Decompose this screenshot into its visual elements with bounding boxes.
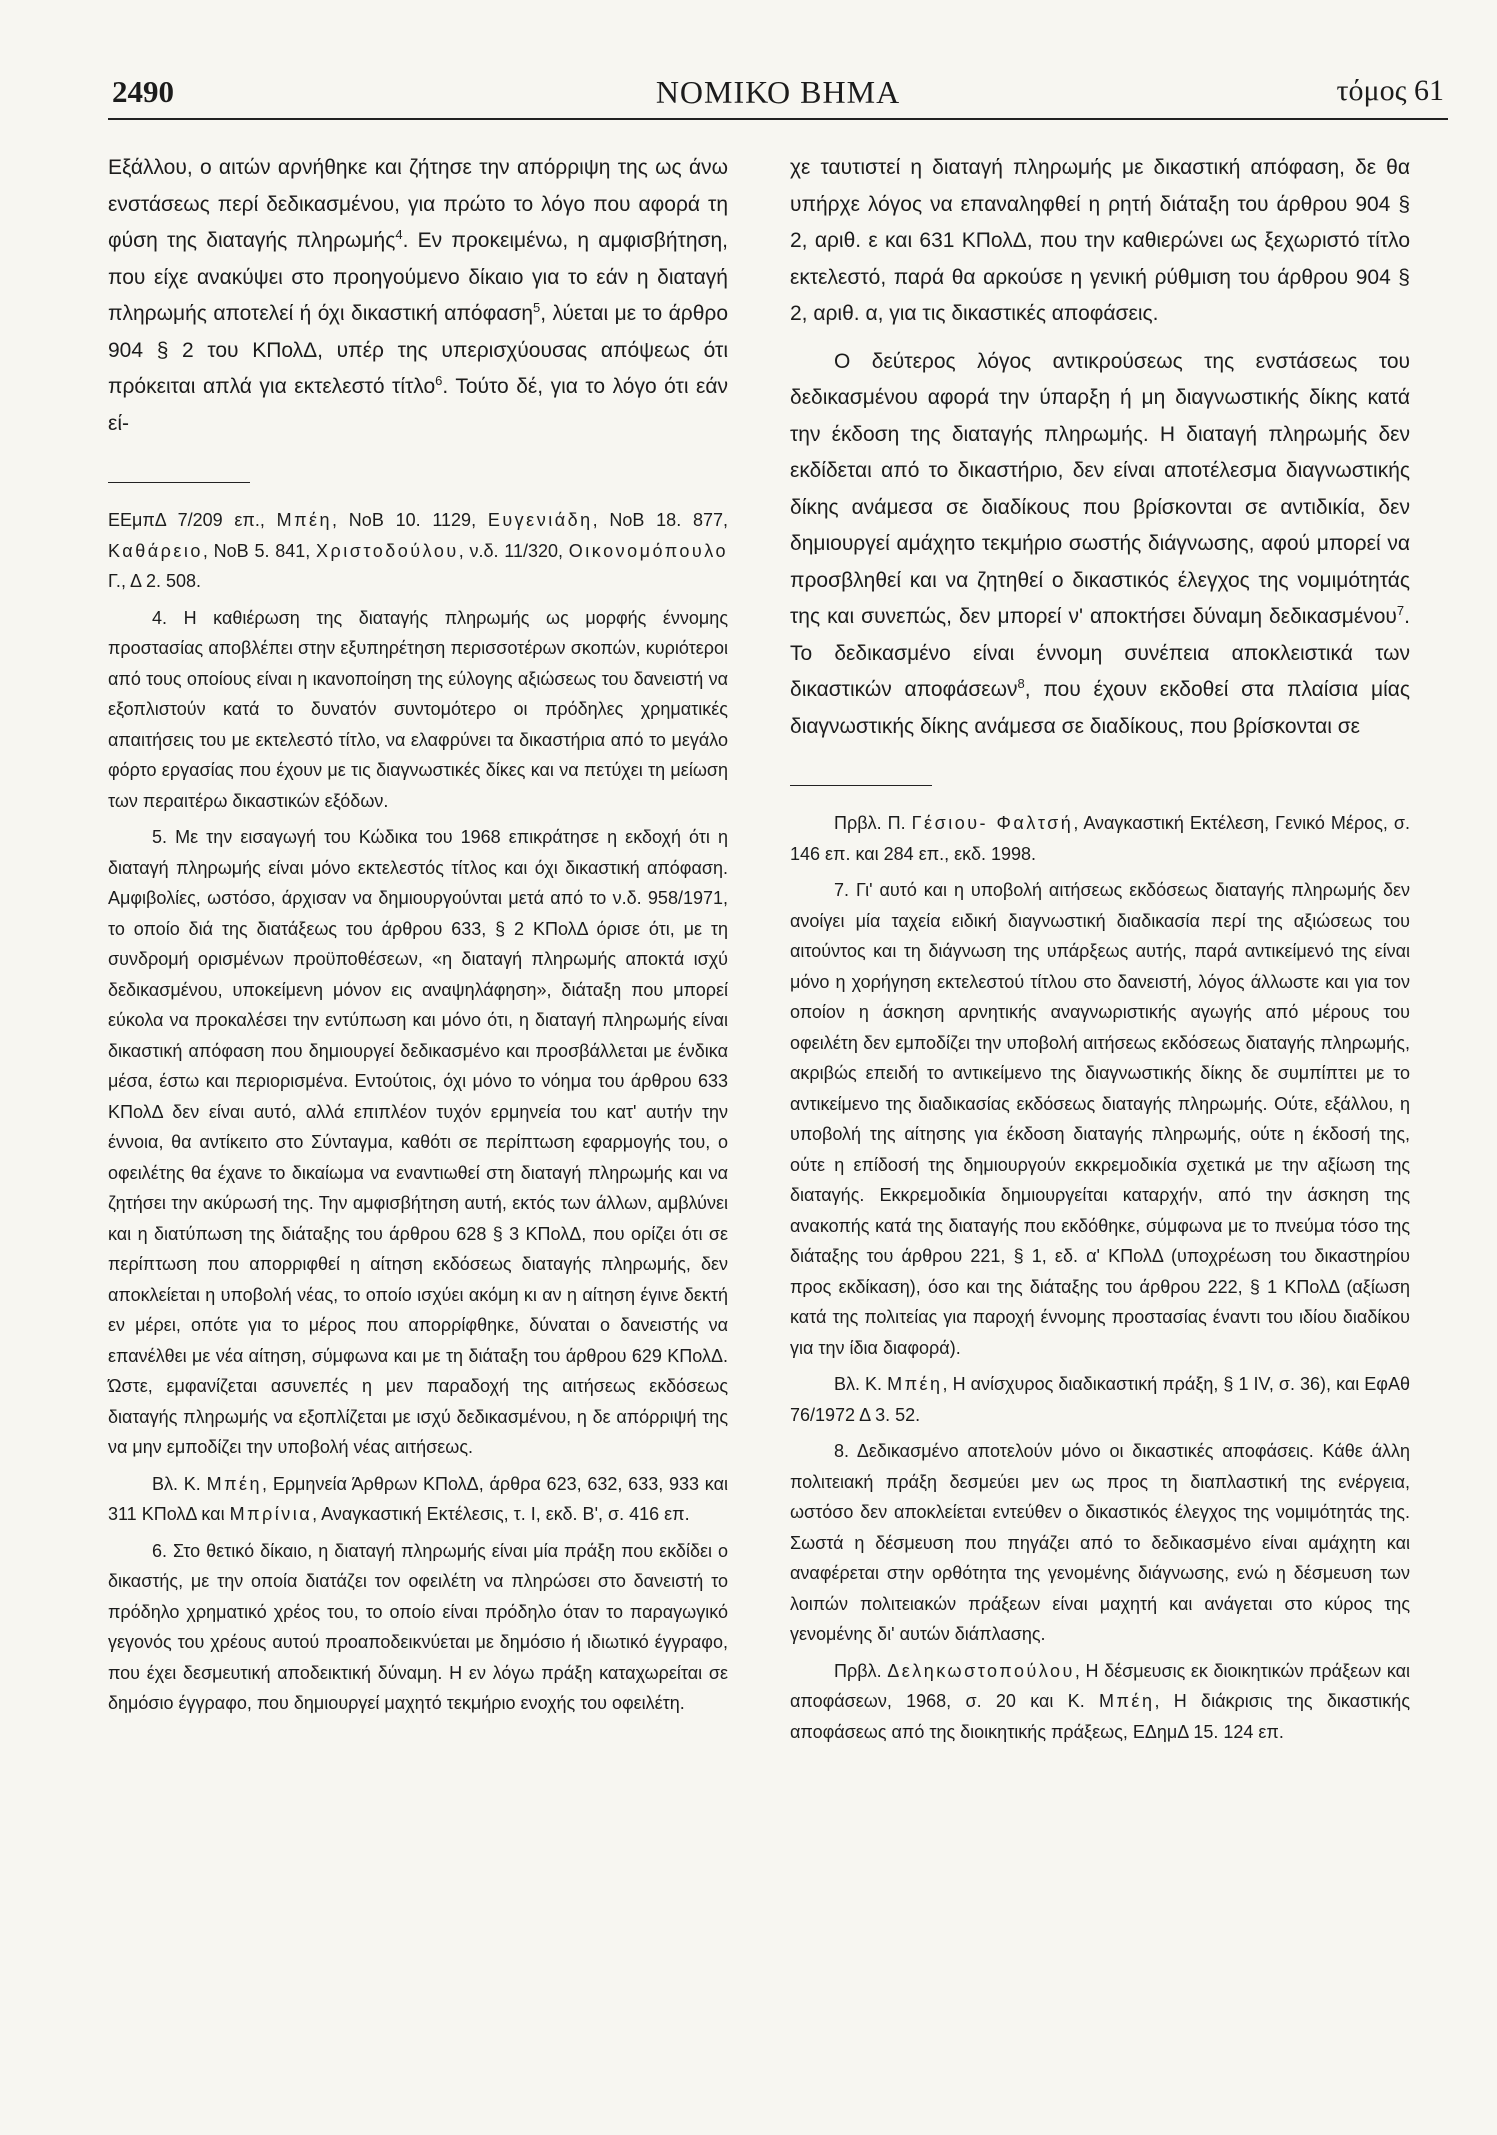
text-run: Γ., Δ 2. 508. — [108, 571, 202, 591]
author-name: Μπέη — [276, 510, 333, 530]
text-run: Πρβλ. Π. — [834, 813, 912, 833]
body-text: . Τούτο δέ, για το λόγο ότι εάν εί- — [108, 375, 728, 435]
text-run: , Αναγκαστική Εκτέλεσις, τ. Ι, εκδ. Β', σ. 416 επ. — [312, 1504, 690, 1524]
page-header — [108, 72, 1448, 120]
footnote — [790, 1656, 1410, 1748]
footnote — [790, 1436, 1410, 1650]
footnote — [108, 603, 728, 817]
right-column — [790, 150, 1410, 1753]
footnote — [108, 1536, 728, 1719]
author-name: Μπέη — [206, 1473, 263, 1494]
body-paragraph — [108, 150, 728, 442]
text-run: 4. Η καθιέρωση της διαταγής πληρωμής ως μορφής έννομης προστασίας αποβλέπει στην εξυπηρέτηση περισσοτέρων σκοπών, κυριότεροι από τους οποίους είναι η ικανοποίηση της εύλογης αξιώσεως του δανειστή να εξοπλιστούν κατά το δυνατόν συντομότερο οι πρόδηλες χρηματικές απαιτήσεις του με εκτελεστό τίτλο, να ελαφρύνει τα δικαστήρια από το μεγάλο φόρτο εργασίας που έχουν με τις διαγνωστικές δίκες και να πετύχει τη μείωση των περαιτέρω δικαστικών εξόδων. — [108, 607, 728, 811]
text-run: , ΝοΒ 5. 841, — [202, 540, 317, 561]
author-name: Γέσιου- Φαλτσή — [911, 813, 1074, 833]
page-number: 2490 — [112, 74, 174, 109]
text-run: , Ερμηνεία Άρθρων ΚΠολΔ, άρθρα 623, 632, 633, 933 και 311 ΚΠολΔ και — [108, 1473, 728, 1524]
text-run: 8. Δεδικασμένο αποτελούν μόνο οι δικαστικές αποφάσεις. Κάθε άλλη πολιτειακή πράξη δεσμεύει μεν ως προς τη διαπλαστική της ενέργεια, ωστόσο δεν αποκλείεται εντεύθεν ο δικαστικός έλεγχος της νομιμότητάς της. Σωστά η δέσμευση που πηγάζει από το δεδικασμένο είναι αμάχητη και αναφέρεται στην ορθότητα της γενομένης διάγνωσης, ενώ η δέσμευση των λοιπών πολιτειακών πράξεων είναι μαχητή και ανάγεται στο κύρος της γενομένης δι' αυτών διάπλασης. — [790, 1441, 1410, 1644]
text-run: Πρβλ. — [834, 1660, 888, 1681]
footnote-divider — [108, 482, 250, 483]
text-run: , Η δέσμευσις εκ διοικητικών πράξεων και αποφάσεων, 1968, σ. 20 και Κ. — [790, 1660, 1411, 1711]
body-paragraph — [790, 344, 1410, 746]
footnote — [790, 808, 1410, 869]
author-name: Μπρίνια — [229, 1504, 313, 1524]
footnotes — [790, 808, 1410, 1747]
volume-label: τόμος 61 — [1336, 74, 1444, 107]
footnote-ref: 8 — [1017, 676, 1025, 691]
text-run: . Το δεδικασμένο είναι έννομη συνέπεια αποκλειστικά των δικαστικών αποφάσεων — [790, 605, 1410, 701]
footnote-ref: 6 — [435, 373, 443, 388]
text-run: 6. Στο θετικό δίκαιο, η διαταγή πληρωμής είναι μία πράξη που εκδίδει ο δικαστής, με την οποία διατάζει τον οφειλέτη να πληρώσει στο δανειστή το πρόδηλο χρηματικό χρέος του, το οποίο είναι πρόδηλο όταν το παραγωγικό γεγονός του χρέους αυτού προαποδεικνύεται με δημόσιο ή ιδιωτικό έγγραφο, που έχει δεσμευτική αποδεικτική δύναμη. Η εν λόγω πράξη καταχωρείται σε δημόσιο έγγραφο, που δημιουργεί μαχητό τεκμήριο ενοχής του οφειλέτη. — [108, 1540, 728, 1713]
author-name: Μπέη — [1099, 1691, 1155, 1711]
text-run: , ΝοΒ 18. 877, — [592, 510, 728, 530]
footnote — [790, 875, 1410, 1363]
footnote-ref: 7 — [1396, 603, 1405, 618]
left-column — [108, 150, 728, 1725]
body-text: , λύεται με το άρθρο 904 § 2 του ΚΠολΔ, υπέρ της υπερισχύουσας απόψεως ότι πρόκειται απλά για εκτελεστό τίτλο — [108, 302, 728, 398]
footnote-ref: 5 — [533, 300, 541, 315]
body-text: . Εν προκειμένω, η αμφισβήτηση, που είχε ανακύψει στο προηγούμενο δίκαιο για το εάν η διαταγή πληρωμής αποτελεί ή όχι δικαστική απόφαση — [108, 229, 728, 325]
author-name: Χριστοδούλου — [316, 540, 459, 561]
text-run: , ΝοΒ 10. 1129, — [332, 510, 488, 530]
text-run: , Αναγκαστική Εκτέλεση, Γενικό Μέρος, σ. 146 επ. και 284 επ., εκδ. 1998. — [790, 813, 1410, 864]
footnote-ref: 4 — [395, 227, 403, 242]
footnote — [108, 505, 728, 597]
footnotes — [108, 505, 728, 1719]
text-run: , Η ανίσχυρος διαδικαστική πράξη, § 1 IV, σ. 36), και ΕφΑθ 76/1972 Δ 3. 52. — [790, 1374, 1410, 1425]
author-name: Καθάρειο — [108, 540, 203, 561]
footnote — [108, 822, 728, 1463]
author-name: Οικονομόπουλο — [568, 540, 728, 561]
text-run: χε ταυτιστεί η διαταγή πληρωμής με δικαστική απόφαση, δε θα υπήρχε λόγος να επαναληφθεί η ρητή διάταξη του άρθρου 904 § 2, αριθ. ε και 631 ΚΠολΔ, που την καθιερώνει ως ξεχωριστό τίτλο εκτελεστό, παρά θα αρκούσε η γενική ρύθμιση του άρθρου 904 § 2, αριθ. α, για τις δικαστικές αποφάσεις. — [790, 156, 1410, 325]
author-name: Μπέη — [887, 1374, 943, 1394]
footnote — [108, 1469, 728, 1530]
text-run: , Η διάκρισις της δικαστικής αποφάσεως από της διοικητικής πράξεως, ΕΔημΔ 15. 124 επ. — [790, 1691, 1410, 1742]
text-run: 7. Γι' αυτό και η υποβολή αιτήσεως εκδόσεως διαταγής πληρωμής δεν ανοίγει μία ταχεία ειδική διαγνωστική διαδικασία περί της αξιώσεως του αιτούντος και τη διάγνωση της υπάρξεως αυτής, παρά αντικείμενό της είναι μόνο η χορήγηση εκτελεστού τίτλου στο δανειστή, λόγος άλλωστε και για τον οποίον η άσκηση αρνητικής αναγνωριστικής αγωγής από μέρους του οφειλέτη δεν εμποδίζει την υποβολή αιτήσεως εκδόσεως διαταγής πληρωμής, ακριβώς επειδή το αντικείμενο της διαγνωστικής δίκης δε συμπίπτει με το αντικείμενο της διαδικασίας εκδόσεως διαταγής πληρωμής. Ούτε, εξάλλου, η υποβολή της αίτησης για έκδοση διαταγής πληρωμής, ούτε η έκδοσή της, ούτε η επίδοσή της δημιουργούν εκκρεμοδικία σχετικά με την αξίωση της διαταγής. Εκκρεμοδικία δημιουργείται καταρχήν, από την άσκηση της ανακοπής κατά της διαταγής που εκδόθηκε, σύμφωνα με το πνεύμα τόσο της διάταξης του άρθρου 221, § 1, εδ. α' ΚΠολΔ (υποχρέωση του δικαστηρίου προς εκδίκαση), όσο και της διάταξης του άρθρου 222, § 1 ΚΠολΔ (αξίωση κατά της πολιτείας για παροχή έννομης προστασίας έναντι του ιδίου διαδίκου για την ίδια διαφορά). — [790, 880, 1410, 1358]
author-name: Ευγενιάδη — [487, 510, 593, 530]
footnote — [790, 1369, 1410, 1430]
text-run: , που έχουν εκδοθεί στα πλαίσια μίας διαγνωστικής δίκης ανάμεσα σε διαδίκους, που βρίσκονται σε — [790, 678, 1411, 738]
text-run: , ν.δ. 11/320, — [458, 540, 569, 561]
footnote-divider — [790, 785, 932, 786]
text-run: Βλ. Κ. — [152, 1473, 207, 1494]
author-name: Δεληκωστοπούλου — [887, 1660, 1075, 1681]
text-run: Βλ. Κ. — [834, 1374, 888, 1394]
journal-title: ΝΟΜΙΚΟ ΒΗΜΑ — [655, 74, 901, 110]
body-paragraph — [790, 150, 1410, 333]
body-text: Εξάλλου, ο αιτών αρνήθηκε και ζήτησε την απόρριψη της ως άνω ενστάσεως περί δεδικασμένου, για πρώτο το λόγο που αφορά τη φύση της διαταγής πληρωμής — [108, 156, 728, 252]
text-run: 5. Με την εισαγωγή του Κώδικα του 1968 επικράτησε η εκδοχή ότι η διαταγή πληρωμής είναι μόνο εκτελεστός τίτλος και όχι δικαστική απόφαση. Αμφιβολίες, ωστόσο, άρχισαν να δημιουργούνται μετά από το ν.δ. 958/1971, το οποίο διά της διατάξεως του άρθρου 633, § 2 ΚΠολΔ όρισε ότι, με τη συνδρομή ορισμένων προϋποθέσεων, «η διαταγή πληρωμής αποκτά ισχύ δεδικασμένου, υποκείμενη μόνον εις αναψηλάφηση», διάταξη που μπορεί εύκολα να προκαλέσει την εντύπωση και μόνο ότι, η διαταγή πληρωμής είναι δικαστική απόφαση που δημιουργεί δεδικασμένο και προσβάλλεται με ένδικα μέσα, έστω και περιορισμένα. Εντούτοις, όχι μόνο το νόημα του άρθρου 633 ΚΠολΔ δεν είναι αυτό, αλλά επιπλέον τυχόν ερμηνεία του κατ' αυτήν την έννοια, θα αντίκειτο στο Σύνταγμα, καθότι σε περίπτωση εφαρμογής του, ο οφειλέτης θα έχανε το δικαίωμα να εναντιωθεί στη διαταγή πληρωμής και να ζητήσει την ακύρωσή της. Την αμφισβήτηση αυτή, εκτός των άλλων, αμβλύνει και η διατύπωση της διάταξης του άρθρου 628 § 3 ΚΠολΔ, που ορίζει ότι σε περίπτωση που απορριφθεί η αίτηση εκδόσεως διαταγής πληρωμής, δεν αποκλείεται η υποβολή νέας, το οποίο ισχύει ακόμη κι αν η αίτηση έγινε δεκτή εν μέρει, οπότε για το μέρος που απορρίφθηκε, δύναται ο δανειστής να επανέλθει με νέα αίτηση, σύμφωνα και με τη διάταξη του άρθρου 629 ΚΠολΔ. Ώστε, εμφανίζεται ασυνεπές η μεν παραδοχή της αιτήσεως εκδόσεως διαταγής πληρωμής να εξοπλίζεται με ισχύ δεδικασμένου, η δε απόρριψή της να μην εμποδίζει την υποβολή νέας αιτήσεως. — [108, 827, 728, 1457]
text-run: ΕΕμπΔ 7/209 επ., — [108, 510, 277, 530]
right-body — [790, 150, 1410, 745]
text-run: Ο δεύτερος λόγος αντικρούσεως της ενστάσεως του δεδικασμένου αφορά την ύπαρξη ή μη διαγνωστικής δίκης κατά την έκδοση της διαταγής πληρωμής. Η διαταγή πληρωμής δεν εκδίδεται από το δικαστήριο, δεν είναι αποτέλεσμα διαγνωστικής δίκης ανάμεσα σε διαδίκους που βρίσκονται σε αντιδικία, δεν δημιουργεί αμάχητο τεκμήριο σωστής διάγνωσης, αφού μπορεί να προσβληθεί και να ζητηθεί ο δικαστικός έλεγχος της νομιμότητάς της και συνεπώς, δεν μπορεί ν' αποκτήσει δύναμη δεδικασμένου — [790, 349, 1410, 628]
